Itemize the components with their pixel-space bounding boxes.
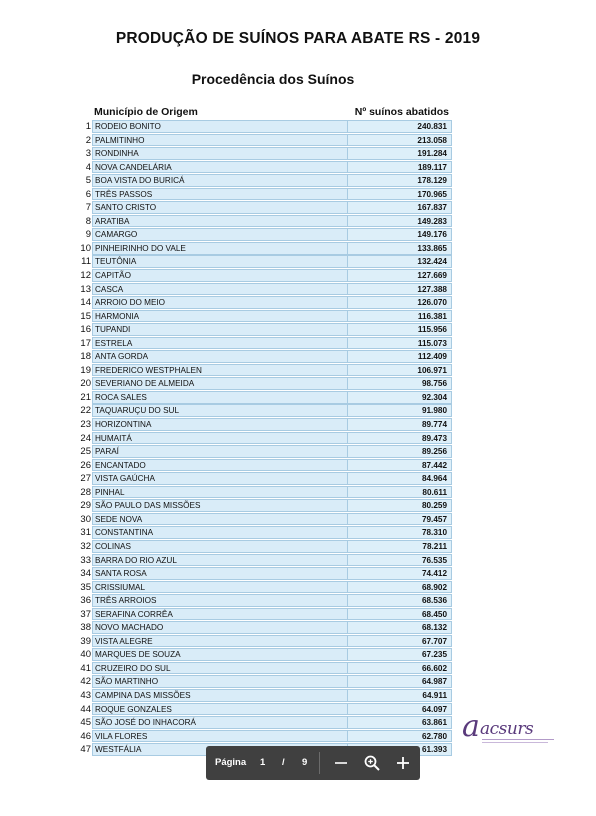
row-number: 40 xyxy=(80,649,91,661)
row-number: 41 xyxy=(80,662,91,674)
count-cell: 98.756 xyxy=(347,377,452,390)
count-cell: 178.129 xyxy=(347,174,452,187)
table-row xyxy=(77,513,455,527)
table-row xyxy=(77,689,455,703)
count-cell: 64.911 xyxy=(347,689,452,702)
row-number: 38 xyxy=(80,622,91,634)
row-number: 35 xyxy=(80,581,91,593)
row-number: 17 xyxy=(80,337,91,349)
count-cell: 133.865 xyxy=(347,242,452,255)
count-cell: 80.611 xyxy=(347,486,452,499)
count-cell: 74.412 xyxy=(347,567,452,580)
municipality-cell: SANTA ROSA xyxy=(92,567,347,580)
count-cell: 189.117 xyxy=(347,161,452,174)
row-number: 46 xyxy=(80,730,91,742)
count-cell: 78.310 xyxy=(347,526,452,539)
table-row xyxy=(77,391,455,405)
municipality-cell: CONSTANTINA xyxy=(92,526,347,539)
table-row xyxy=(77,337,455,351)
count-cell: 116.381 xyxy=(347,310,452,323)
count-cell: 68.536 xyxy=(347,594,452,607)
municipality-cell: NOVA CANDELÁRIA xyxy=(92,161,347,174)
table-row xyxy=(77,608,455,622)
municipality-cell: HUMAITÁ xyxy=(92,432,347,445)
municipality-cell: ENCANTADO xyxy=(92,459,347,472)
table-row xyxy=(77,269,455,283)
row-number: 42 xyxy=(80,676,91,688)
municipality-cell: SANTO CRISTO xyxy=(92,201,347,214)
zoom-in-button[interactable] xyxy=(390,746,416,780)
row-number: 2 xyxy=(85,134,91,146)
row-number: 16 xyxy=(80,324,91,336)
count-cell: 66.602 xyxy=(347,662,452,675)
table-row xyxy=(77,201,455,215)
row-number: 14 xyxy=(80,297,91,309)
table-row xyxy=(77,716,455,730)
table-row xyxy=(77,621,455,635)
row-number: 5 xyxy=(85,175,91,187)
row-number: 24 xyxy=(80,432,91,444)
table-row xyxy=(77,486,455,500)
row-number: 22 xyxy=(80,405,91,417)
row-number: 28 xyxy=(80,486,91,498)
acsurs-logo: a acsurs xyxy=(462,712,557,746)
municipality-cell: FREDERICO WESTPHALEN xyxy=(92,364,347,377)
minus-icon xyxy=(332,754,350,772)
table-row xyxy=(77,350,455,364)
table-row xyxy=(77,499,455,513)
count-cell: 84.964 xyxy=(347,472,452,485)
table-row xyxy=(77,662,455,676)
municipality-cell: PARAÍ xyxy=(92,445,347,458)
municipality-cell: SÃO JOSÉ DO INHACORÁ xyxy=(92,716,347,729)
row-number: 47 xyxy=(80,744,91,756)
count-cell: 62.780 xyxy=(347,730,452,743)
row-number: 18 xyxy=(80,351,91,363)
municipality-cell: HARMONIA xyxy=(92,310,347,323)
row-number: 10 xyxy=(80,242,91,254)
row-number: 8 xyxy=(85,215,91,227)
municipality-cell: NOVO MACHADO xyxy=(92,621,347,634)
table-row xyxy=(77,228,455,242)
municipality-cell: CRUZEIRO DO SUL xyxy=(92,662,347,675)
row-number: 12 xyxy=(80,270,91,282)
table-row xyxy=(77,472,455,486)
row-number: 23 xyxy=(80,419,91,431)
count-cell: 112.409 xyxy=(347,350,452,363)
row-number: 4 xyxy=(85,161,91,173)
row-number: 26 xyxy=(80,459,91,471)
municipality-cell: TAQUARUÇU DO SUL xyxy=(92,404,347,417)
table-row xyxy=(77,581,455,595)
column-header-municipality: Município de Origem xyxy=(94,106,198,118)
row-number: 3 xyxy=(85,148,91,160)
table-row xyxy=(77,174,455,188)
municipality-cell: ESTRELA xyxy=(92,337,347,350)
table-row xyxy=(77,296,455,310)
page-subtitle: Procedência dos Suínos xyxy=(191,71,355,87)
municipality-cell: ROQUE GONZALES xyxy=(92,703,347,716)
table-row xyxy=(77,215,455,229)
row-number: 39 xyxy=(80,635,91,647)
row-number: 31 xyxy=(80,527,91,539)
municipality-cell: VISTA GAÚCHA xyxy=(92,472,347,485)
municipality-cell: ARATIBA xyxy=(92,215,347,228)
row-number: 7 xyxy=(85,202,91,214)
row-number: 15 xyxy=(80,310,91,322)
row-number: 36 xyxy=(80,595,91,607)
count-cell: 115.073 xyxy=(347,337,452,350)
row-number: 1 xyxy=(85,121,91,132)
table-row xyxy=(77,418,455,432)
count-cell: 127.388 xyxy=(347,283,452,296)
row-number: 33 xyxy=(80,554,91,566)
count-cell: 64.987 xyxy=(347,675,452,688)
count-cell: 213.058 xyxy=(347,134,452,147)
table-row xyxy=(77,635,455,649)
count-cell: 80.259 xyxy=(347,499,452,512)
municipality-cell: ROCA SALES xyxy=(92,391,347,404)
table-row xyxy=(77,377,455,391)
pdf-page-toolbar xyxy=(206,746,420,780)
count-cell: 68.902 xyxy=(347,581,452,594)
municipality-cell: CAMARGO xyxy=(92,228,347,241)
zoom-button[interactable] xyxy=(359,746,385,780)
table-row xyxy=(77,567,455,581)
table-row xyxy=(77,134,455,148)
count-cell: 167.837 xyxy=(347,201,452,214)
municipality-cell: SÃO MARTINHO xyxy=(92,675,347,688)
row-number: 29 xyxy=(80,500,91,512)
production-table xyxy=(77,120,455,757)
municipality-cell: TEUTÔNIA xyxy=(92,255,347,268)
municipality-cell: TUPANDI xyxy=(92,323,347,336)
count-cell: 89.256 xyxy=(347,445,452,458)
table-row xyxy=(77,445,455,459)
table-row xyxy=(77,526,455,540)
row-number: 43 xyxy=(80,689,91,701)
municipality-cell: CASCA xyxy=(92,283,347,296)
row-number: 9 xyxy=(85,229,91,241)
table-row xyxy=(77,703,455,717)
table-row xyxy=(77,594,455,608)
count-cell: 76.535 xyxy=(347,554,452,567)
row-number: 45 xyxy=(80,717,91,729)
count-cell: 92.304 xyxy=(347,391,452,404)
row-number: 11 xyxy=(81,256,91,268)
count-cell: 149.176 xyxy=(347,228,452,241)
municipality-cell: VISTA ALEGRE xyxy=(92,635,347,648)
count-cell: 89.473 xyxy=(347,432,452,445)
municipality-cell: MARQUES DE SOUZA xyxy=(92,648,347,661)
municipality-cell: BOA VISTA DO BURICÁ xyxy=(92,174,347,187)
municipality-cell: SÃO PAULO DAS MISSÕES xyxy=(92,499,347,512)
municipality-cell: HORIZONTINA xyxy=(92,418,347,431)
municipality-cell: CRISSIUMAL xyxy=(92,581,347,594)
count-cell: 170.965 xyxy=(347,188,452,201)
municipality-cell: PINHAL xyxy=(92,486,347,499)
municipality-cell: CAMPINA DAS MISSÕES xyxy=(92,689,347,702)
table-row xyxy=(77,404,455,418)
total-pages: 9 xyxy=(302,757,308,768)
count-cell: 115.956 xyxy=(347,323,452,336)
row-number: 25 xyxy=(80,446,91,458)
page-label: Página xyxy=(215,757,247,768)
current-page-input[interactable]: 1 xyxy=(260,757,266,768)
table-row xyxy=(77,554,455,568)
municipality-cell: CAPITÃO xyxy=(92,269,347,282)
municipality-cell: BARRA DO RIO AZUL xyxy=(92,554,347,567)
count-cell: 89.774 xyxy=(347,418,452,431)
table-row xyxy=(77,459,455,473)
table-row xyxy=(77,283,455,297)
row-number: 13 xyxy=(80,283,91,295)
municipality-cell: RONDINHA xyxy=(92,147,347,160)
municipality-cell: ANTA GORDA xyxy=(92,350,347,363)
municipality-cell: VILA FLORES xyxy=(92,730,347,743)
count-cell: 240.831 xyxy=(347,120,452,133)
row-number: 32 xyxy=(80,540,91,552)
municipality-cell: ARROIO DO MEIO xyxy=(92,296,347,309)
count-cell: 126.070 xyxy=(347,296,452,309)
count-cell: 132.424 xyxy=(347,255,452,268)
count-cell: 78.211 xyxy=(347,540,452,553)
magnifier-icon xyxy=(363,754,381,772)
municipality-cell: PALMITINHO xyxy=(92,134,347,147)
table-row xyxy=(77,161,455,175)
count-cell: 127.669 xyxy=(347,269,452,282)
count-cell: 191.284 xyxy=(347,147,452,160)
table-row xyxy=(77,364,455,378)
municipality-cell: SEVERIANO DE ALMEIDA xyxy=(92,377,347,390)
plus-icon xyxy=(394,754,412,772)
count-cell: 68.132 xyxy=(347,621,452,634)
municipality-cell: SERAFINA CORRÊA xyxy=(92,608,347,621)
table-row xyxy=(77,147,455,161)
row-number: 44 xyxy=(80,703,91,715)
table-row xyxy=(77,323,455,337)
count-cell: 67.707 xyxy=(347,635,452,648)
count-cell: 64.097 xyxy=(347,703,452,716)
municipality-cell: RODEIO BONITO xyxy=(92,120,347,133)
table-header xyxy=(92,106,452,120)
count-cell: 149.283 xyxy=(347,215,452,228)
table-row xyxy=(77,310,455,324)
column-header-count: Nº suínos abatidos xyxy=(354,106,449,118)
count-cell: 106.971 xyxy=(347,364,452,377)
table-row xyxy=(77,120,455,134)
count-cell: 67.235 xyxy=(347,648,452,661)
municipality-cell: SEDE NOVA xyxy=(92,513,347,526)
page-separator: / xyxy=(282,757,285,768)
municipality-cell: TRÊS PASSOS xyxy=(92,188,347,201)
municipality-cell: PINHEIRINHO DO VALE xyxy=(92,242,347,255)
municipality-cell: TRÊS ARROIOS xyxy=(92,594,347,607)
page-title: PRODUÇÃO DE SUÍNOS PARA ABATE RS - 2019 xyxy=(115,30,481,47)
municipality-cell: WESTFÁLIA xyxy=(92,743,347,756)
table-row xyxy=(77,432,455,446)
count-cell: 87.442 xyxy=(347,459,452,472)
count-cell: 61.393 xyxy=(347,743,452,756)
table-row xyxy=(77,730,455,744)
row-number: 20 xyxy=(80,378,91,390)
row-number: 27 xyxy=(80,473,91,485)
toolbar-divider xyxy=(319,752,320,774)
row-number: 6 xyxy=(85,188,91,200)
table-row xyxy=(77,675,455,689)
row-number: 34 xyxy=(80,568,91,580)
count-cell: 79.457 xyxy=(347,513,452,526)
count-cell: 63.861 xyxy=(347,716,452,729)
row-number: 37 xyxy=(80,608,91,620)
zoom-out-button[interactable] xyxy=(328,746,354,780)
municipality-cell: COLINAS xyxy=(92,540,347,553)
table-row xyxy=(77,255,455,269)
table-row xyxy=(77,648,455,662)
count-cell: 68.450 xyxy=(347,608,452,621)
count-cell: 91.980 xyxy=(347,404,452,417)
table-row xyxy=(77,188,455,202)
row-number: 30 xyxy=(80,513,91,525)
table-row xyxy=(77,242,455,256)
table-row xyxy=(77,540,455,554)
row-number: 19 xyxy=(80,364,91,376)
row-number: 21 xyxy=(80,391,91,403)
